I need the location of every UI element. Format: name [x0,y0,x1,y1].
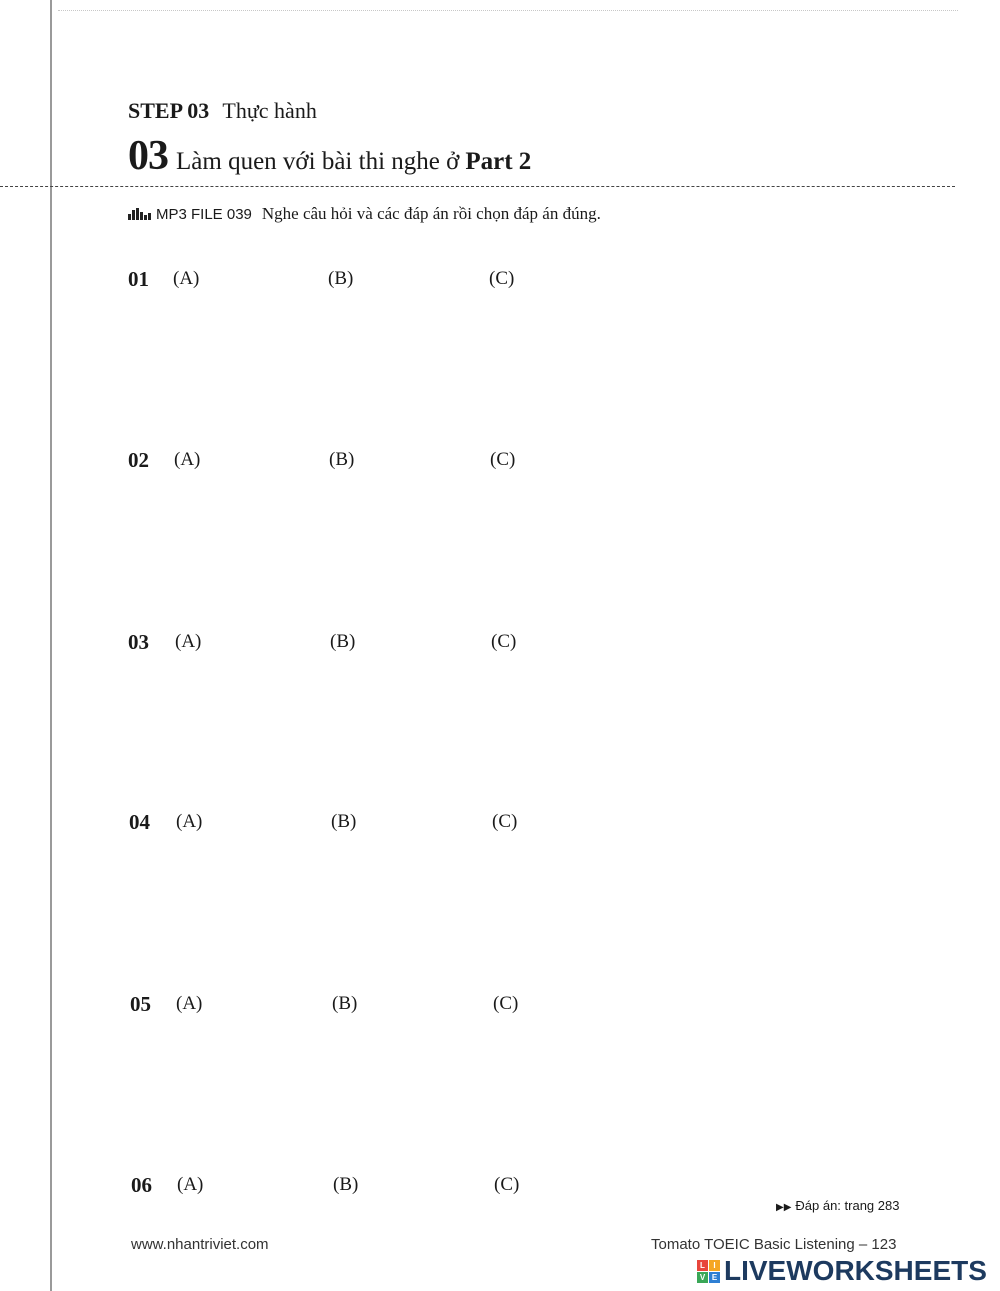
option-c[interactable]: (C) [494,1174,520,1195]
option-a[interactable]: (A) [177,1174,204,1195]
step-label: STEP 03 [128,98,210,123]
option-c[interactable]: (C) [490,449,516,470]
option-a[interactable]: (A) [173,268,200,289]
double-arrow-icon: ▶▶ [776,1202,792,1213]
option-b[interactable]: (B) [331,811,357,832]
logo-square: L [697,1260,708,1271]
liveworksheets-logo-icon [697,1260,720,1283]
mp3-file-label: MP3 FILE 039 [156,205,252,223]
liveworksheets-logo [697,1255,987,1287]
option-b[interactable]: (B) [332,993,358,1014]
option-a[interactable]: (A) [174,449,201,470]
question-number: 05 [130,992,151,1016]
section-number: 03 [128,133,168,179]
page-margin-rule [50,0,52,1291]
logo-square: E [709,1272,720,1283]
instruction-text: Nghe câu hỏi và các đáp án rồi chọn đáp án đúng. [261,204,601,223]
question-number: 02 [128,448,149,472]
instruction-line [128,204,601,224]
answer-reference [776,1198,899,1213]
option-c[interactable]: (C) [492,811,518,832]
step-heading [128,98,317,124]
question-number: 06 [131,1173,152,1197]
section-title-part: Part 2 [465,148,532,175]
step-title: Thực hành [222,98,317,123]
option-b[interactable]: (B) [329,449,355,470]
dashed-divider [0,186,955,187]
option-b[interactable]: (B) [333,1174,359,1195]
liveworksheets-wordmark: LIVEWORKSHEETS [724,1255,987,1286]
logo-square: I [709,1260,720,1271]
option-c[interactable]: (C) [491,631,517,652]
top-border [58,10,958,11]
audio-bars-icon [128,208,151,220]
section-title-text: Làm quen với bài thi nghe ở [176,148,460,175]
option-b[interactable]: (B) [330,631,356,652]
section-title [128,132,531,180]
option-c[interactable]: (C) [493,993,519,1014]
question-number: 03 [128,630,149,654]
footer-website: www.nhantriviet.com [131,1236,269,1253]
option-c[interactable]: (C) [489,268,515,289]
question-number: 01 [128,267,149,291]
footer-book-title: Tomato TOEIC Basic Listening – 123 [651,1236,897,1253]
option-a[interactable]: (A) [176,811,203,832]
option-a[interactable]: (A) [175,631,202,652]
option-b[interactable]: (B) [328,268,354,289]
logo-square: V [697,1272,708,1283]
answer-reference-text: Đáp án: trang 283 [795,1198,900,1213]
question-number: 04 [129,810,150,834]
option-a[interactable]: (A) [176,993,203,1014]
